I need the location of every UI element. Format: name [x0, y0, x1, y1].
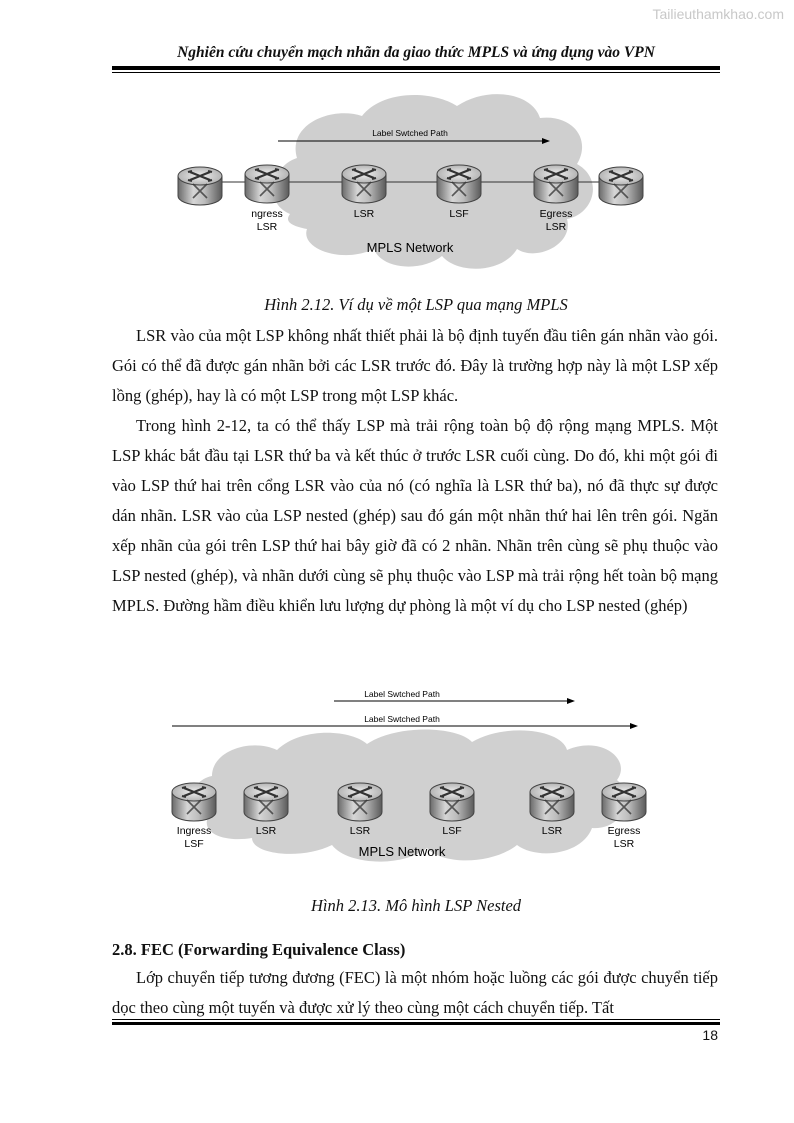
router-icon [244, 783, 288, 821]
router-icon [178, 167, 222, 205]
paragraph: LSR vào của một LSP không nhất thiết phải là bộ định tuyến đầu tiên gán nhãn vào gói. Gói có thể đã được gán nhãn bởi các LSR trước đó. Đây là trường hợp này là một LSP xếp lồng (ghép), hay là có một LSP trong một LSP khác. [112, 326, 718, 405]
node-label: ngress [251, 208, 283, 220]
node-label: Ingress [176, 825, 212, 837]
router-icon [437, 165, 481, 203]
router-icon [534, 165, 578, 203]
router-icon [172, 783, 216, 821]
paragraph: Lớp chuyển tiếp tương đương (FEC) là một nhóm hoặc luồng các gói được chuyển tiếp dọc theo cùng một tuyến và được xử lý theo cùng một cách chuyển tiếp. Tất [112, 968, 718, 1017]
figure-nested-lsp-diagram [112, 680, 720, 870]
node-label: LSF [184, 838, 204, 850]
node-label: LSR [545, 221, 567, 233]
watermark: Tailieuthamkhao.com [652, 6, 784, 22]
footer-rule-thin [112, 1019, 720, 1020]
figure-caption: Hình 2.13. Mô hình LSP Nested [310, 896, 522, 915]
node-label: LSF [449, 208, 469, 220]
node-label: Egress [539, 208, 573, 220]
header-rule-thick [112, 66, 720, 70]
paragraph: Trong hình 2-12, ta có thể thấy LSP mà trải rộng toàn bộ độ rộng mạng MPLS. Một LSP khác bắt đầu tại LSR thứ ba và kết thúc ở trước LSR cuối cùng. Do đó, khi một gói đi vào LSP thứ hai trên cổng LSR vào của nó (có nghĩa là LSR thứ ba), nó đã thực sự được dán nhãn. LSR vào của LSP nested (ghép) sau đó gán một nhãn thứ hai lên trên gói. Ngăn xếp nhãn của gói trên LSP thứ hai bây giờ đã có 2 nhãn. Nhãn trên cùng sẽ phụ thuộc vào LSP nested (ghép), và nhãn dưới cùng sẽ phụ thuộc vào LSP mà trải rộng hết toàn bộ mạng MPLS. Đường hầm điều khiển lưu lượng dự phòng là một ví dụ cho LSP nested (ghép) [112, 416, 718, 615]
router-icon [599, 167, 643, 205]
network-label: MPLS Network [358, 844, 446, 859]
page-number: 18 [702, 1027, 718, 1043]
section-heading: 2.8. FEC (Forwarding Equivalence Class) [112, 940, 406, 959]
router-icon [245, 165, 289, 203]
router-icon [338, 783, 382, 821]
running-header: Nghiên cứu chuyển mạch nhãn đa giao thức MPLS và ứng dụng vào VPN [177, 44, 655, 61]
router-icon [602, 783, 646, 821]
path-label: Label Swtched Path [372, 128, 448, 138]
footer-rule-thick [112, 1022, 720, 1025]
header-rule-thin [112, 72, 720, 73]
router-icon [530, 783, 574, 821]
router-icon [430, 783, 474, 821]
node-label: LSR [255, 825, 277, 837]
figure-lsp-diagram [112, 84, 720, 284]
node-label: LSR [353, 208, 375, 220]
network-label: MPLS Network [366, 240, 454, 255]
path-label-outer: Label Swtched Path [364, 689, 440, 699]
node-label: LSR [613, 838, 635, 850]
figure-caption: Hình 2.12. Ví dụ về một LSP qua mạng MPLS [264, 295, 568, 314]
node-label: LSR [349, 825, 371, 837]
node-label: LSR [541, 825, 563, 837]
node-label: Egress [607, 825, 641, 837]
node-label: LSF [442, 825, 462, 837]
path-label-inner: Label Swtched Path [364, 714, 440, 724]
node-label: LSR [256, 221, 278, 233]
router-icon [342, 165, 386, 203]
